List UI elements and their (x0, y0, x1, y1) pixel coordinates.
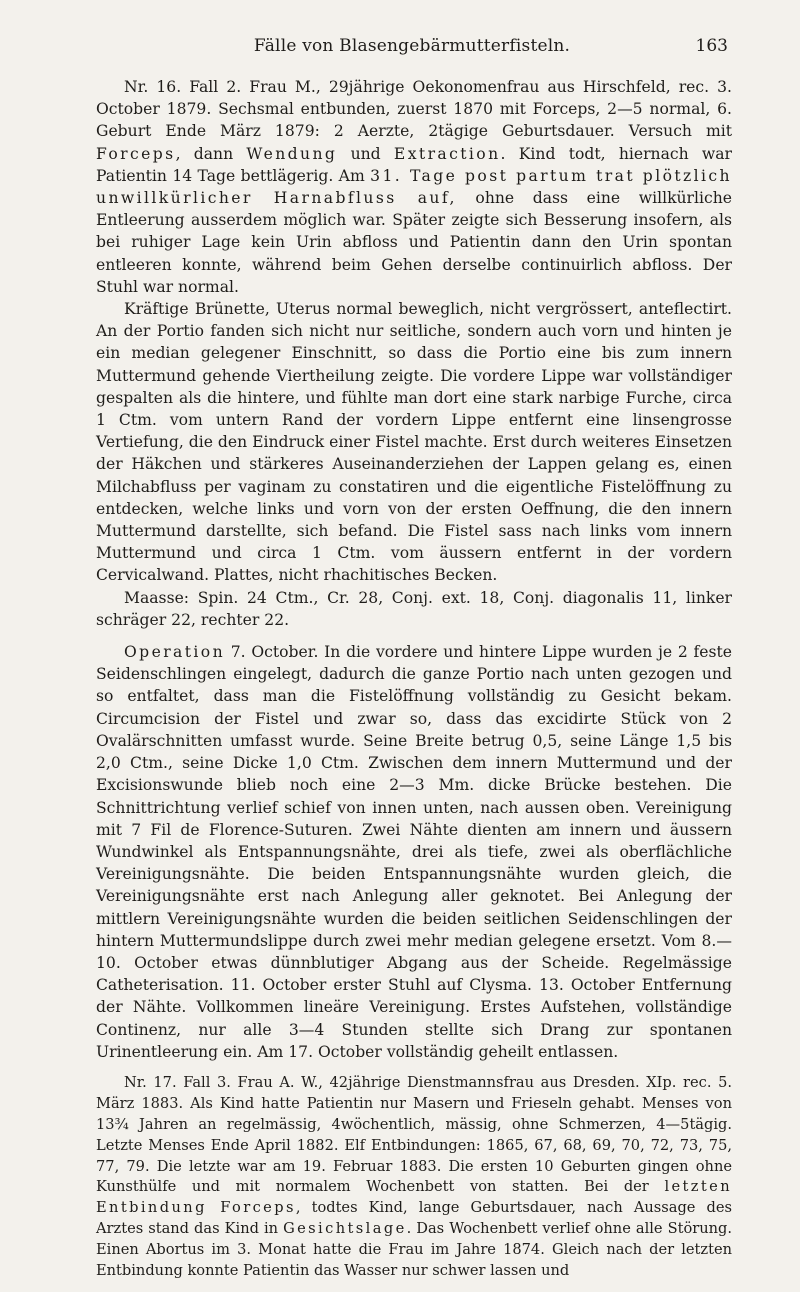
spaced-term-forceps: Forceps (96, 144, 176, 163)
spaced-term-wendung: Wendung (246, 144, 338, 163)
case-16-findings: Kräftige Brünette, Uterus normal beweglich, nicht vergrössert, anteflectirt. An der Portio fanden sich nicht nur seitliche, sondern auch vorn und hinten je ein median gelegener Einschnitt, so dass die Portio eine bis zum innern Muttermund gehende Viertheilung zeigte. Die vordere Lippe war vollständiger gespalten als die hintere, und fühlte man dort eine stark narbige Furche, circa 1 Ctm. vom untern Rand der vordern Lippe entfernt eine linsengrosse Vertiefung, die den Eindruck einer Fistel machte. Erst durch weiteres Einsetzen der Häkchen und stärkeres Auseinanderziehen der Lappen gelang es, einen Milchabfluss per vaginam zu constatiren und die eigentliche Fistelöffnung zu entdecken, welche links und vorn von der ersten Oeffnung, die den innern Muttermund darstellte, sich befand. Die Fistel sass nach links vom innern Muttermund und circa 1 Ctm. vom äussern entfernt in der vordern Cervicalwand. Plattes, nicht rhachitisches Becken. (96, 300, 732, 585)
spaced-term-face-position: Gesichtslage (283, 1220, 407, 1238)
case-16-measurements: Maasse: Spin. 24 Ctm., Cr. 28, Conj. ext. 18, Conj. diagonalis 11, linker schräger 22, rechter 22. (96, 588, 732, 629)
spaced-term-post-partum: 31. Tage post partum trat plötzlich unwillkürlicher Harnabfluss auf, (96, 166, 732, 208)
running-title: Fälle von Blasengebärmutterfisteln. (253, 36, 571, 56)
case-16-operation: Operation 7. October. In die vordere und hintere Lippe wurden je 2 feste Seidenschlingen eingelegt, dadurch die ganze Portio nach unten gezogen und so entfaltet, dass man die Fistelöffnung vollständig zu Gesicht bekam. Circumcision der Fistel und zwar so, dass das excidirte Stück von 2 Ovalärschnitten umfasst wurde. Seine Breite betrug 0,5, seine Länge 1,5 bis 2,0 Ctm., seine Dicke 1,0 Ctm. Zwischen dem innern Muttermund und der Excisionswunde blieb noch eine 2—3 Mm. dicke Brücke bestehen. Die Schnittrichtung verlief schief von innen unten, nach aussen oben. Vereinigung mit 7 Fil de Florence-Suturen. Zwei Nähte dienten am innern und äussern Wundwinkel als Entspannungsnähte, drei als tiefe, zwei als oberflächliche Vereinigungsnähte. Die beiden Entspannungsnähte wurden gleich, die Vereinigungsnähte erst nach Anlegung aller geknotet. Bei Anlegung der mittlern Vereinigungsnähte wurden die beiden seitlichen Seidenschlingen der hintern Muttermundslippe durch zwei mehr median gelegene ersetzt. Vom 8.—10. October etwas dünnblutiger Abgang aus der Scheide. Regelmässige Catheterisation. 11. October erster Stuhl auf Clysma. 13. October Entfernung der Nähte. Vollkommen lineäre Vereinigung. Erstes Aufstehen, vollständige Continenz, nur alle 3—4 Stunden stellte sich Drang zur spontanen Urinentleerung ein. Am 17. October vollständig geheilt entlassen. (96, 643, 732, 1061)
page-number: 163 (695, 36, 728, 56)
case-17-history: Nr. 17. Fall 3. Frau A. W., 42jährige Dienstmannsfrau aus Dresden. XIp. rec. 5. März 1883. Als Kind hatte Patientin nur Masern und Frieseln gehabt. Menses von 13¾ Jahren an regelmässig, 4wöchentlich, mässig, ohne Schmerzen, 4—5tägig. Letzte Menses Ende April 1882. Elf Entbindungen: 1865, 67, 68, 69, 70, 72, 73, 75, 77, 79. Die letzte war am 19. Februar 1883. Die ersten 10 Geburten gingen ohne Kunsthülfe und mit normalem Wochenbett von statten. Bei der letzten Entbindung Forceps, todtes Kind, lange Geburtsdauer, nach Aussage des Arztes stand das Kind in Gesichtslage. Das Wochenbett verlief ohne alle Störung. Einen Abortus im 3. Monat hatte die Frau im Jahre 1874. Gleich nach der letzten Entbindung konnte Patientin das Wasser nur schwer lassen und (96, 1073, 732, 1280)
case-16-history: Nr. 16. Fall 2. Frau M., 29jährige Oekonomenfrau aus Hirschfeld, rec. 3. October 1879. Sechsmal entbunden, zuerst 1870 mit Forceps, 2—5 normal, 6. Geburt Ende März 1879: 2 Aerzte, 2tägige Geburtsdauer. Versuch mit Forceps, dann Wendung und Extraction. Kind todt, hiernach war Patientin 14 Tage bettlägerig. Am 31. Tage post partum trat plötzlich unwillkürlicher Harnabfluss auf, ohne dass eine willkürliche Entleerung ausserdem möglich war. Später zeigte sich Besserung insofern, als bei ruhiger Lage kein Urin abfloss und Patientin dann den Urin spontan entleeren konnte, während beim Gehen derselbe continuirlich abfloss. Der Stuhl war normal. (96, 78, 733, 296)
spaced-term-extraction: Extraction (393, 144, 501, 163)
page-body (96, 76, 732, 1282)
spaced-term-last-delivery: letzten Entbindung Forceps (96, 1178, 732, 1217)
page-header (96, 36, 728, 64)
spaced-term-operation: Operation (124, 643, 226, 662)
